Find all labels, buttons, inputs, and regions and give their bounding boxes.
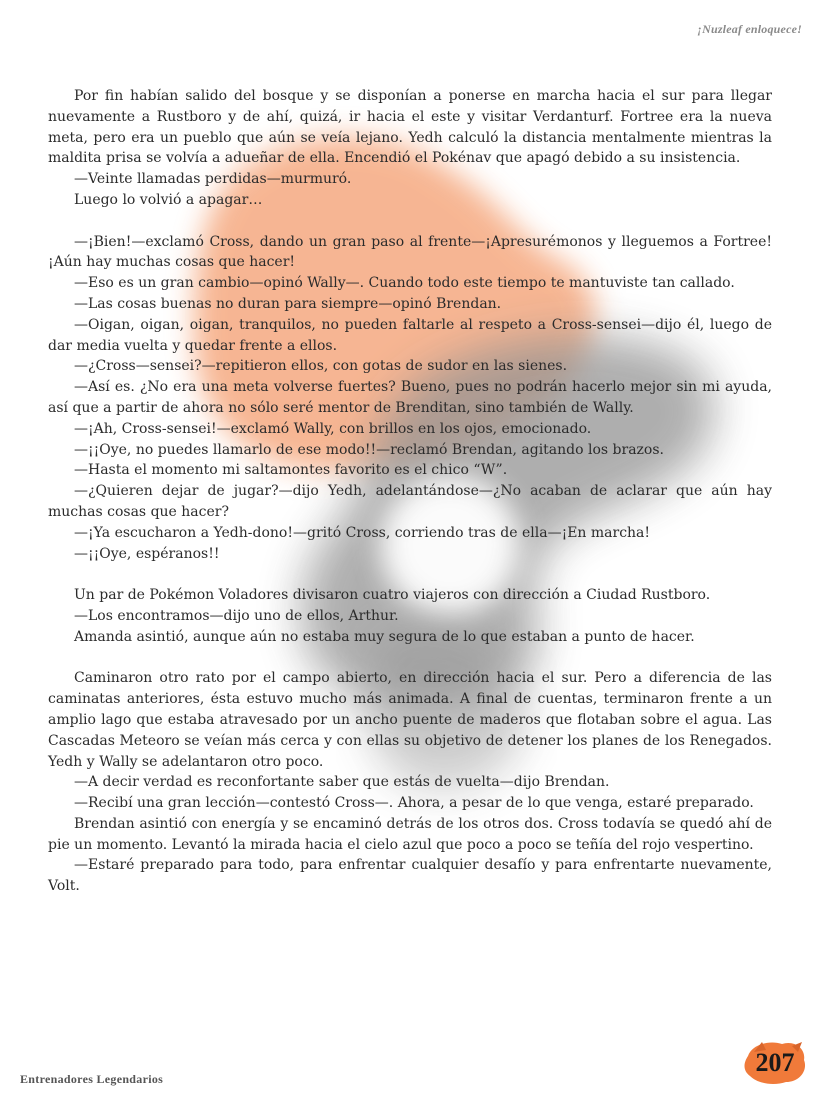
book-title: Entrenadores Legendarios: [20, 1072, 164, 1086]
paragraph-gap: [48, 564, 772, 585]
chapter-title: ¡Nuzleaf enloquece!: [697, 22, 802, 36]
paragraph-13: —¿Quieren dejar de jugar?—dijo Yedh, adelantándose—¿No acaban de aclarar que aún hay muchas cosas que hacer?: [48, 483, 772, 520]
paragraph-10: —¡Ah, Cross-sensei!—exclamó Wally, con brillos en los ojos, emocionado.: [74, 420, 592, 437]
paragraph-6: —Las cosas buenas no duran para siempre—opinó Brendan.: [74, 295, 502, 312]
paragraph-22: —A decir verdad es reconfortante saber que estás de vuelta—dijo Brendan.: [74, 774, 610, 791]
paragraph-23: —Recibí una gran lección—contestó Cross—. Ahora, a pesar de lo que venga, estaré preparado.: [74, 795, 754, 812]
paragraph-17: Un par de Pokémon Voladores divisaron cuatro viajeros con dirección a Ciudad Rustboro.: [74, 587, 711, 604]
page-number: 207: [755, 1048, 795, 1077]
body-text: [48, 86, 772, 897]
paragraph-18: —Los encontramos—dijo uno de ellos, Arthur.: [74, 607, 399, 624]
paragraph-21: Caminaron otro rato por el campo abierto, en dirección hacia el sur. Pero a diferencia de las caminatas anteriores, ésta estuvo mucho más animada. A final de cuentas, terminaron frente a un amplio lago que estaba atravesado por un ancho puente de maderos que flotaban sobre el agua. Las Cascadas Meteoro se veían más cerca y con ellas su objetivo de detener los planes de los Renegados. Yedh y Wally se adelantaron otro poco.: [48, 670, 772, 770]
paragraph-11: —¡¡Oye, no puedes llamarlo de ese modo!!—reclamó Brendan, agitando los brazos.: [74, 441, 664, 458]
paragraph-0: Por fin habían salido del bosque y se disponían a ponerse en marcha hacia el sur para llegar nuevamente a Rustboro y de ahí, quizá, ir hacia el este y visitar Verdanturf. Fortree era la nueva meta, pero era un pueblo que aún se veía lejano. Yedh calculó la distancia mentalmente mientras la maldita prisa se volvía a adueñar de ella. Encendió el Pokénav que apagó debido a su insistencia.: [48, 88, 772, 167]
paragraph-gap: [48, 648, 772, 669]
paragraph-7: —Oigan, oigan, oigan, tranquilos, no pueden faltarle al respeto a Cross-sensei—dijo él, luego de dar media vuelta y quedar frente a ellos.: [48, 316, 772, 354]
paragraph-9: —Así es. ¿No era una meta volverse fuertes? Bueno, pues no podrán hacerlo mejor sin mi ayuda, así que a partir de ahora no sólo seré mentor de Brenditan, sino también de Wally.: [48, 379, 772, 416]
paragraph-gap: [48, 211, 772, 232]
paragraph-24: Brendan asintió con energía y se encaminó detrás de los otros dos. Cross todavía se quedó ahí de pie un momento. Levantó la mirada hacia el cielo azul que poco a poco se teñía del rojo vespertino.: [48, 815, 772, 853]
paragraph-25: —Estaré preparado para todo, para enfrentar cualquier desafío y para enfrentarte nuevamente, Volt.: [48, 857, 772, 895]
paragraph-19: Amanda asintió, aunque aún no estaba muy segura de lo que estaban a punto de hacer.: [74, 628, 695, 645]
paragraph-14: —¡Ya escucharon a Yedh-dono!—gritó Cross, corriendo tras de ella—¡En marcha!: [74, 524, 651, 541]
paragraph-12: —Hasta el momento mi saltamontes favorito es el chico “W”.: [74, 462, 508, 479]
paragraph-15: —¡¡Oye, espéranos!!: [74, 545, 220, 562]
paragraph-5: —Eso es un gran cambio—opinó Wally—. Cuando todo este tiempo te mantuviste tan callado.: [74, 275, 735, 292]
paragraph-4: —¡Bien!—exclamó Cross, dando un gran paso al frente—¡Apresurémonos y lleguemos a Fortree! ¡Aún hay muchas cosas que hacer!: [48, 233, 772, 271]
page-number-badge: [740, 1038, 810, 1088]
paragraph-1: —Veinte llamadas perdidas—murmuró.: [74, 171, 352, 188]
paragraph-8: —¿Cross—sensei?—repitieron ellos, con gotas de sudor en las sienes.: [74, 358, 568, 375]
paragraph-2: Luego lo volvió a apagar…: [74, 191, 263, 208]
